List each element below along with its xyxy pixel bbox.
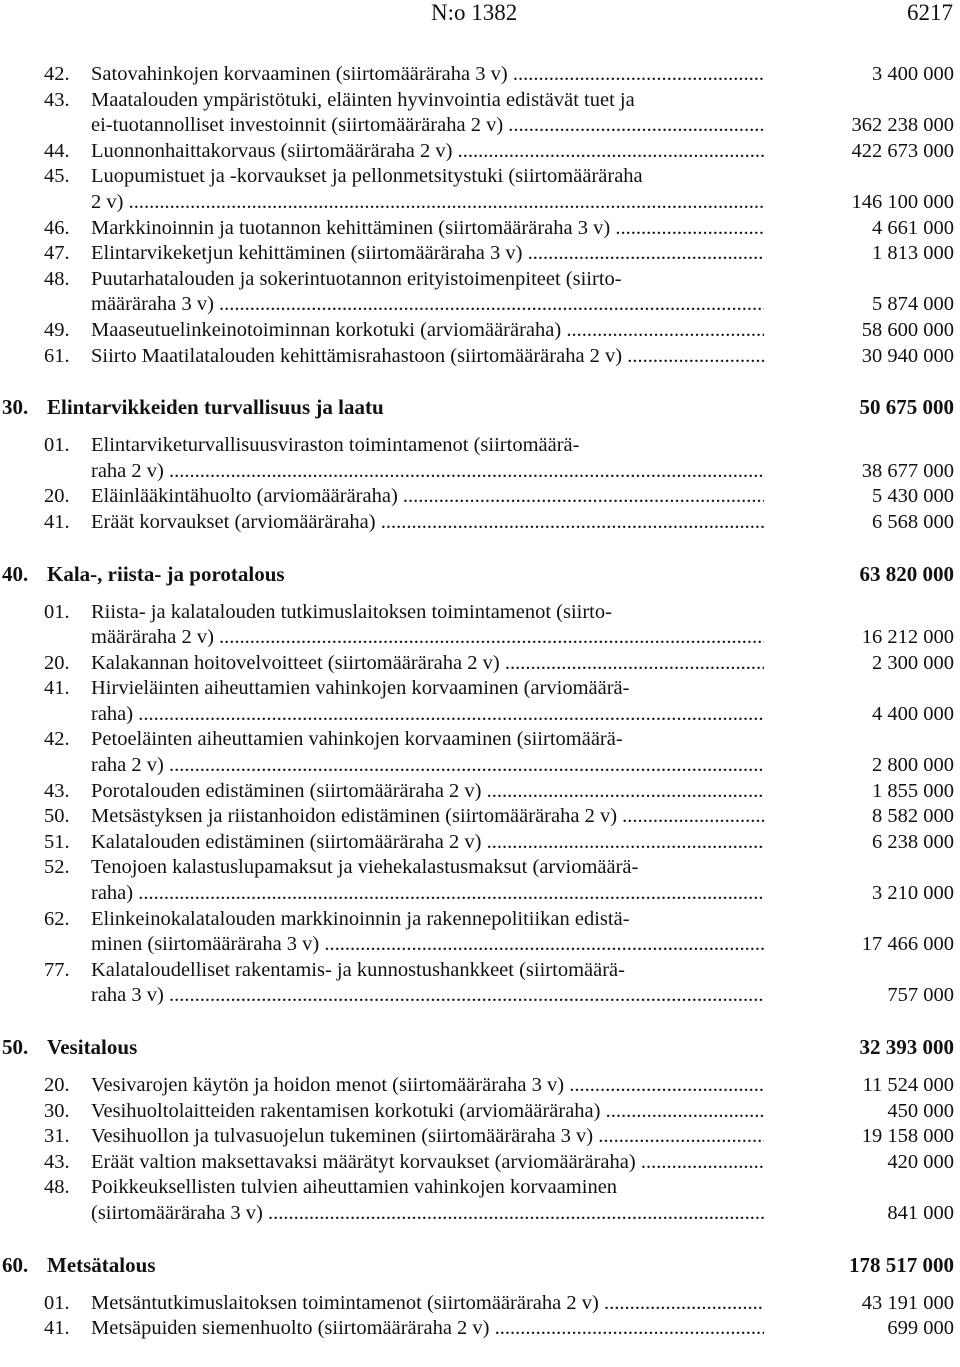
page-number: 6217 bbox=[907, 0, 953, 25]
item-text-line: Maatalouden ympäristötuki, eläinten hyvinvointia edistävät tuet ja bbox=[91, 88, 635, 111]
item-text-line: Elintarviketurvallisuusviraston toimintamenot (siirtomäärä- bbox=[91, 434, 580, 457]
item-description bbox=[91, 88, 764, 139]
section-total: 50 675 000 bbox=[859, 395, 954, 420]
item-text-line: raha 2 v) ..... bbox=[91, 459, 764, 485]
budget-item bbox=[0, 164, 960, 215]
item-number: 46. bbox=[44, 216, 70, 239]
item-text-line: määräraha 3 v) ..... bbox=[91, 292, 764, 318]
item-number: 48. bbox=[44, 267, 70, 290]
item-number: 41. bbox=[44, 510, 70, 533]
item-amount: 11 524 000 bbox=[862, 1074, 954, 1096]
item-description bbox=[91, 676, 764, 727]
item-number: 43. bbox=[44, 1150, 70, 1173]
item-description bbox=[91, 484, 764, 510]
item-description bbox=[91, 510, 764, 536]
item-text-line: Poikkeuksellisten tulvien aiheuttamien vahinkojen korvaaminen bbox=[91, 1176, 618, 1199]
budget-item bbox=[0, 907, 960, 958]
item-text-line: 2 v) ..... bbox=[91, 190, 764, 216]
budget-item bbox=[0, 804, 960, 830]
item-amount: 16 212 000 bbox=[861, 626, 954, 649]
item-number: 45. bbox=[44, 165, 70, 188]
item-text-line: Eräät valtion maksettavaksi määrätyt korvaukset (arviomääräraha) ..... bbox=[91, 1150, 764, 1176]
section-title: Vesitalous bbox=[47, 1035, 138, 1059]
item-description bbox=[91, 1316, 764, 1342]
item-number: 31. bbox=[44, 1125, 70, 1148]
item-amount: 5 430 000 bbox=[872, 485, 954, 508]
item-text-line: Elintarvikeketjun kehittäminen (siirtomääräraha 3 v) ..... bbox=[91, 241, 764, 267]
item-text-line: Kalakannan hoitovelvoitteet (siirtomääräraha 2 v) ..... bbox=[91, 651, 764, 677]
item-number: 43. bbox=[44, 88, 70, 111]
page-header bbox=[0, 0, 960, 28]
section-number: 40. bbox=[2, 561, 29, 586]
item-text-line: Siirto Maatilatalouden kehittämisrahastoon (siirtomääräraha 2 v) ..... bbox=[91, 344, 764, 370]
document-number: N:o 1382 bbox=[431, 0, 518, 25]
section-number: 30. bbox=[2, 395, 29, 420]
item-amount: 3 210 000 bbox=[872, 882, 954, 905]
budget-item bbox=[0, 727, 960, 778]
item-text-line: Metsäntutkimuslaitoksen toimintamenot (siirtomääräraha 2 v) ..... bbox=[91, 1291, 764, 1317]
item-text-line: Porotalouden edistäminen (siirtomääräraha 2 v) ..... bbox=[91, 779, 764, 805]
item-description bbox=[91, 779, 764, 805]
item-description bbox=[91, 241, 764, 267]
item-number: 61. bbox=[44, 344, 70, 367]
item-description bbox=[91, 958, 764, 1009]
item-amount: 19 158 000 bbox=[861, 1125, 954, 1148]
section-total: 63 820 000 bbox=[859, 561, 954, 586]
item-description bbox=[91, 1099, 764, 1125]
section-number: 60. bbox=[2, 1252, 29, 1277]
section-title: Metsätalous bbox=[47, 1252, 156, 1277]
item-text-line: Eläinlääkintähuolto (arviomääräraha) ..... bbox=[91, 484, 764, 510]
item-text-line: määräraha 2 v) ..... bbox=[91, 625, 764, 651]
item-description bbox=[91, 344, 764, 370]
item-description bbox=[91, 1291, 764, 1317]
item-text-line: ei-tuotannolliset investoinnit (siirtomääräraha 2 v) ..... bbox=[91, 113, 764, 139]
budget-item bbox=[0, 1124, 960, 1150]
item-number: 01. bbox=[44, 1291, 70, 1314]
budget-item bbox=[0, 600, 960, 651]
item-amount: 1 813 000 bbox=[872, 242, 954, 265]
item-description bbox=[91, 804, 764, 830]
section-total: 178 517 000 bbox=[849, 1252, 954, 1277]
item-text-line: minen (siirtomääräraha 3 v) ..... bbox=[91, 932, 764, 958]
item-amount: 6 238 000 bbox=[872, 830, 954, 853]
section-title: Elintarvikkeiden turvallisuus ja laatu bbox=[47, 395, 384, 420]
item-amount: 6 568 000 bbox=[872, 510, 954, 533]
budget-section bbox=[0, 1034, 960, 1227]
item-description bbox=[91, 1175, 764, 1226]
section-heading bbox=[0, 394, 960, 420]
item-number: 51. bbox=[44, 830, 70, 853]
item-number: 77. bbox=[44, 958, 70, 981]
budget-item bbox=[0, 139, 960, 165]
item-number: 42. bbox=[44, 63, 70, 85]
item-text-line: Kalataloudelliset rakentamis- ja kunnostushankkeet (siirtomäärä- bbox=[91, 958, 625, 981]
budget-section bbox=[0, 394, 960, 535]
section-heading bbox=[0, 1034, 960, 1060]
item-text-line: Puutarhatalouden ja sokerintuotannon erityistoimenpiteet (siirto- bbox=[91, 267, 622, 290]
budget-item bbox=[0, 62, 960, 88]
item-text-line: raha) ..... bbox=[91, 881, 764, 907]
item-amount: 757 000 bbox=[887, 984, 954, 1007]
item-amount: 450 000 bbox=[887, 1099, 954, 1122]
item-number: 47. bbox=[44, 242, 70, 265]
item-amount: 420 000 bbox=[887, 1150, 954, 1173]
item-text-line: raha 3 v) ..... bbox=[91, 983, 764, 1009]
item-text-line: raha 2 v) ..... bbox=[91, 753, 764, 779]
budget-listing bbox=[0, 62, 960, 1367]
budget-item bbox=[0, 510, 960, 536]
item-text-line: Riista- ja kalatalouden tutkimuslaitoksen toimintamenot (siirto- bbox=[91, 600, 612, 623]
item-number: 50. bbox=[44, 805, 70, 828]
item-text-line: Kalatalouden edistäminen (siirtomääräraha 2 v) ..... bbox=[91, 830, 764, 856]
budget-item bbox=[0, 1099, 960, 1125]
item-text-line: Luonnonhaittakorvaus (siirtomääräraha 2 v) ..... bbox=[91, 139, 764, 165]
item-description bbox=[91, 907, 764, 958]
item-description bbox=[91, 855, 764, 906]
section-total: 32 393 000 bbox=[859, 1035, 954, 1059]
item-text-line: Maaseutuelinkeinotoiminnan korkotuki (arviomääräraha) ..... bbox=[91, 318, 764, 344]
item-amount: 30 940 000 bbox=[861, 344, 954, 367]
item-number: 44. bbox=[44, 139, 70, 162]
item-number: 41. bbox=[44, 677, 70, 700]
item-description bbox=[91, 651, 764, 677]
budget-item bbox=[0, 1316, 960, 1342]
budget-item bbox=[0, 318, 960, 344]
budget-item bbox=[0, 1073, 960, 1099]
budget-item bbox=[0, 241, 960, 267]
item-amount: 1 855 000 bbox=[872, 779, 954, 802]
budget-item bbox=[0, 1150, 960, 1176]
item-text-line: Eräät korvaukset (arviomääräraha) ..... bbox=[91, 510, 764, 536]
item-amount: 4 661 000 bbox=[872, 216, 954, 239]
item-amount: 2 800 000 bbox=[872, 754, 954, 777]
item-amount: 146 100 000 bbox=[851, 190, 954, 213]
budget-item bbox=[0, 958, 960, 1009]
item-text-line: Vesihuollon ja tulvasuojelun tukeminen (siirtomääräraha 3 v) ..... bbox=[91, 1124, 764, 1150]
item-number: 20. bbox=[44, 651, 70, 674]
item-description bbox=[91, 1150, 764, 1176]
budget-item bbox=[0, 88, 960, 139]
item-amount: 5 874 000 bbox=[872, 293, 954, 316]
item-text-line: Metsäpuiden siemenhuolto (siirtomääräraha 2 v) ..... bbox=[91, 1316, 764, 1342]
budget-section bbox=[0, 62, 960, 369]
item-amount: 43 191 000 bbox=[861, 1291, 954, 1314]
item-number: 30. bbox=[44, 1099, 70, 1122]
item-amount: 3 400 000 bbox=[872, 63, 954, 85]
item-number: 20. bbox=[44, 1074, 70, 1096]
item-description bbox=[91, 216, 764, 242]
budget-item bbox=[0, 651, 960, 677]
item-text-line: Metsästyksen ja riistanhoidon edistäminen (siirtomääräraha 2 v) ..... bbox=[91, 804, 764, 830]
item-description bbox=[91, 164, 764, 215]
item-text-line: Petoeläinten aiheuttamien vahinkojen korvaaminen (siirtomäärä- bbox=[91, 728, 623, 751]
item-text-line: Satovahinkojen korvaaminen (siirtomääräraha 3 v) ..... bbox=[91, 62, 764, 88]
item-description bbox=[91, 727, 764, 778]
item-text-line: raha) ..... bbox=[91, 702, 764, 728]
item-text-line: Vesivarojen käytön ja hoidon menot (siirtomääräraha 3 v) ..... bbox=[91, 1073, 764, 1099]
item-number: 20. bbox=[44, 485, 70, 508]
item-amount: 58 600 000 bbox=[861, 318, 954, 341]
section-heading bbox=[0, 561, 960, 587]
item-text-line: Hirvieläinten aiheuttamien vahinkojen korvaaminen (arviomäärä- bbox=[91, 677, 630, 700]
budget-item bbox=[0, 779, 960, 805]
budget-item bbox=[0, 433, 960, 484]
item-amount: 699 000 bbox=[887, 1317, 954, 1340]
budget-item bbox=[0, 676, 960, 727]
item-number: 52. bbox=[44, 856, 70, 879]
item-text-line: Vesihuoltolaitteiden rakentamisen korkotuki (arviomääräraha) ..... bbox=[91, 1099, 764, 1125]
budget-item bbox=[0, 1175, 960, 1226]
item-description bbox=[91, 267, 764, 318]
item-description bbox=[91, 1124, 764, 1150]
section-number: 50. bbox=[2, 1035, 29, 1059]
budget-item bbox=[0, 267, 960, 318]
item-number: 01. bbox=[44, 600, 70, 623]
item-amount: 38 677 000 bbox=[861, 459, 954, 482]
item-description bbox=[91, 433, 764, 484]
section-title: Kala-, riista- ja porotalous bbox=[47, 561, 285, 586]
section-heading bbox=[0, 1252, 960, 1278]
item-number: 49. bbox=[44, 318, 70, 341]
budget-item bbox=[0, 1291, 960, 1317]
item-amount: 362 238 000 bbox=[851, 114, 954, 137]
item-description bbox=[91, 62, 764, 88]
budget-item bbox=[0, 344, 960, 370]
item-text-line: Elinkeinokalatalouden markkinoinnin ja rakennepolitiikan edistä- bbox=[91, 907, 630, 930]
item-number: 42. bbox=[44, 728, 70, 751]
budget-section bbox=[0, 1252, 960, 1342]
budget-item bbox=[0, 855, 960, 906]
item-amount: 841 000 bbox=[887, 1201, 954, 1224]
item-text-line: (siirtomääräraha 3 v) ..... bbox=[91, 1201, 764, 1227]
item-text-line: Tenojoen kalastuslupamaksut ja viehekalastusmaksut (arviomäärä- bbox=[91, 856, 639, 879]
item-number: 01. bbox=[44, 434, 70, 457]
budget-section bbox=[0, 561, 960, 1010]
item-text-line: Luopumistuet ja -korvaukset ja pellonmetsitystuki (siirtomääräraha bbox=[91, 165, 643, 188]
item-number: 48. bbox=[44, 1176, 70, 1199]
item-amount: 2 300 000 bbox=[872, 651, 954, 674]
budget-item bbox=[0, 830, 960, 856]
item-amount: 8 582 000 bbox=[872, 805, 954, 828]
item-amount: 4 400 000 bbox=[872, 702, 954, 725]
item-number: 43. bbox=[44, 779, 70, 802]
item-amount: 17 466 000 bbox=[861, 933, 954, 956]
item-description bbox=[91, 1073, 764, 1099]
budget-item bbox=[0, 216, 960, 242]
item-number: 62. bbox=[44, 907, 70, 930]
item-description bbox=[91, 318, 764, 344]
item-description bbox=[91, 830, 764, 856]
item-text-line: Markkinoinnin ja tuotannon kehittäminen (siirtomääräraha 3 v) ..... bbox=[91, 216, 764, 242]
item-description bbox=[91, 600, 764, 651]
budget-item bbox=[0, 484, 960, 510]
item-number: 41. bbox=[44, 1317, 70, 1340]
item-amount: 422 673 000 bbox=[851, 139, 954, 162]
item-description bbox=[91, 139, 764, 165]
